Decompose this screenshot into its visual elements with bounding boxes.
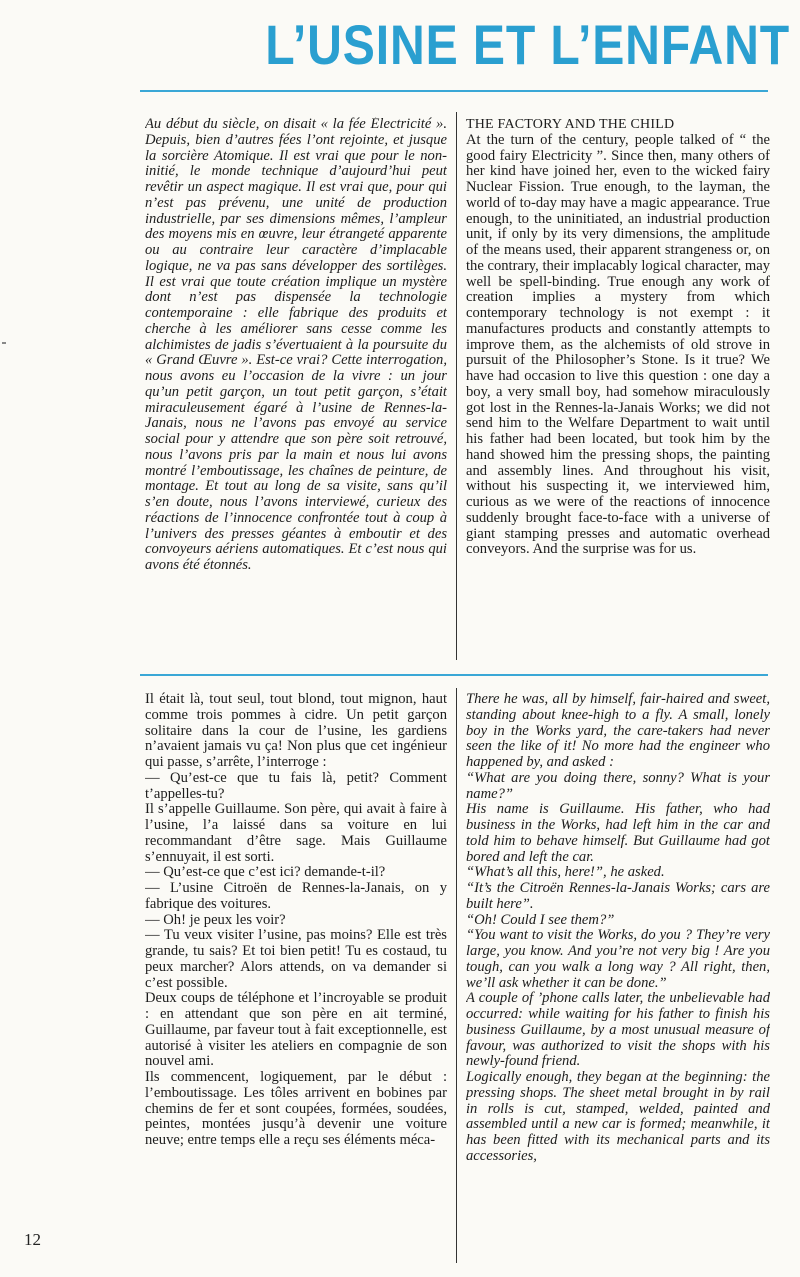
body-english-paragraph: Logically enough, they began at the beginning: the pressing shops. The sheet metal brought in by rail in rolls is cut, stamped, welded, painted and assembled until a new car is formed; meanwhile, it has been fitted with its mechanical parts and its accessories, bbox=[466, 1069, 770, 1164]
article-title: L’USINE ET L’ENFANT bbox=[265, 13, 790, 76]
column-divider-top bbox=[456, 112, 457, 660]
body-english-paragraph: “Oh! Could I see them?” bbox=[466, 911, 615, 928]
intro-english-heading: THE FACTORY AND THE CHILD bbox=[466, 117, 675, 132]
intro-french-text: Au début du siècle, on disait « la fée Électricité ». Depuis, bien d’autres fées l’ont rejointe, et jusque la sorcière Atomique. Il est vrai que pour le non-initié, le monde technique d’aujourd’hui peut revêtir un aspect magique. Il est vrai que, pour qui n’est pas prévenu, une unité de production industrielle, par ses dimensions mêmes, l’ampleur des moyens mis en œuvre, leur étrangeté apparente ou au contraire leur caractère d’implacable logique, ne va pas sans développer des sortilèges. Il est vrai que toute création implique un mystère dont n’est pas dispensée la technologie contemporaine : elle fabrique des produits et cherche à les améliorer sans cesse comme les alchimistes de jadis s’évertuaient à la poursuite du « Grand Œuvre ». Est-ce vrai? Cette interrogation, nous avons eu l’occasion de la vivre : un jour qu’un petit garçon, un tout petit garçon, s’était miraculeusement égaré à l’usine de Rennes-la-Janais, nous ne l’avons pas envoyé au service social pour y attendre que son père soit retrouvé, nous l’avons pris par la main et nous lui avons montré l’emboutissage, les chaînes de peinture, de montage. Et tout au long de sa visite, sans qu’il s’en doute, nous l’avons interviewé, curieux des réactions de l’innocence confrontée tout à coup à l’univers des presses géantes à emboutir et des convoyeurs aériens automatiques. Et c’est nous qui avons été étonnés. bbox=[145, 117, 447, 573]
intro-english bbox=[466, 117, 770, 558]
body-french bbox=[145, 692, 447, 1149]
body-french-paragraph: Il était là, tout seul, tout blond, tout mignon, haut comme trois pommes à cidre. Un petit garçon solitaire dans la cour de l’usine, les gardiens n’avaient jamais vu ça! Non plus que cet ingénieur qui passe, s’arrête, l’interroge : bbox=[145, 692, 447, 770]
page-number: 12 bbox=[24, 1230, 41, 1249]
intro-french bbox=[145, 117, 447, 574]
margin-mark bbox=[2, 342, 6, 344]
body-english bbox=[466, 692, 770, 1165]
middle-rule bbox=[140, 674, 768, 676]
body-french-paragraph: Deux coups de téléphone et l’incroyable se produit : en attendant que son père en ait terminé, Guillaume, par faveur tout à fait exceptionnelle, est autorisé à visiter les ateliers en compagnie de son nouvel ami. bbox=[145, 990, 447, 1070]
body-french-paragraph: — Oh! je peux les voir? bbox=[145, 911, 286, 928]
body-english-paragraph: “It’s the Citroën Rennes-la-Janais Works; cars are built here”. bbox=[466, 880, 770, 912]
top-rule bbox=[140, 90, 768, 92]
body-english-paragraph: A couple of ’phone calls later, the unbelievable had occurred: while waiting for his father to finish his business Guillaume, by a most unusual measure of favour, was authorized to visit the shops with his newly-found friend. bbox=[466, 990, 770, 1070]
intro-english-text: At the turn of the century, people talked of “ the good fairy Electricity ”. Since then, many others of her kind have joined her, even to the wicked fairy Nuclear Fission. True enough, to the layman, the world of to-day may have a magic appearance. True enough, to the uninitiated, an industrial production unit, if only by its very dimensions, the amplitude of the means used, their apparent strangeness or, on the contrary, their implacably logical character, may well be spell-binding. True enough any work of creation implies a mystery from which contemporary technology is not exempt : it manufactures products and constantly attempts to improve them, as the alchemists of old strove in pursuit of the Philosopher’s Stone. Is it true? We have had occasion to live this question : one day a boy, a very small boy, had somehow miraculously got lost in the Rennes-la-Janais Works; we did not send him to the Welfare Department to wait until his father had been located, but took him by the hand showed him the pressing shops, the painting and assembly lines. And throughout his visit, without his suspecting it, we interviewed him, curious as we were of the reactions of innocence suddenly brought face-to-face with a universe of giant stamping presses and automatic overhead conveyors. And the surprise was for us. bbox=[466, 131, 770, 558]
body-english-paragraph: “What’s all this, here!”, he asked. bbox=[466, 864, 665, 881]
column-divider-bottom bbox=[456, 688, 457, 1263]
body-english-paragraph: There he was, all by himself, fair-haired and sweet, standing about knee-high to a fly. A small, lonely boy in the Works yard, the care-takers had never seen the like of it! No more had the engineer who happened by, and asked : bbox=[466, 692, 770, 770]
body-english-paragraph: “You want to visit the Works, do you ? They’re very large, you know. And you’re not very big ! Are you tough, can you walk a long way ? All right, then, we’ll ask whether it can be done.” bbox=[466, 927, 770, 991]
body-french-paragraph: — Qu’est-ce que c’est ici? demande-t-il? bbox=[145, 864, 386, 881]
body-french-paragraph: — Tu veux visiter l’usine, pas moins? Elle est très grande, tu sais? Et toi bien petit! Tu es costaud, tu peux marcher? Alors attends, on va demander si c’est possible. bbox=[145, 927, 447, 991]
body-french-paragraph: Ils commencent, logiquement, par le début : l’emboutissage. Les tôles arrivent en bobines par chemins de fer et sont coupées, formées, soudées, peintes, montées jusqu’à devenir une voiture neuve; entre temps elle a reçu ses éléments méca- bbox=[145, 1069, 447, 1148]
body-french-paragraph: — Qu’est-ce que tu fais là, petit? Comment t’appelles-tu? bbox=[145, 769, 447, 802]
body-french-paragraph: Il s’appelle Guillaume. Son père, qui avait à faire à l’usine, l’a laissé dans sa voiture en lui recommandant d’être sage. Mais Guillaume s’ennuyait, il est sorti. bbox=[145, 801, 447, 865]
body-english-paragraph: “What are you doing there, sonny? What is your name?” bbox=[466, 769, 770, 802]
body-french-paragraph: — L’usine Citroën de Rennes-la-Janais, on y fabrique des voitures. bbox=[145, 880, 447, 912]
body-english-paragraph: His name is Guillaume. His father, who had business in the Works, had left him in the car and told him to behave himself. But Guillaume had got bored and left the car. bbox=[466, 801, 770, 865]
